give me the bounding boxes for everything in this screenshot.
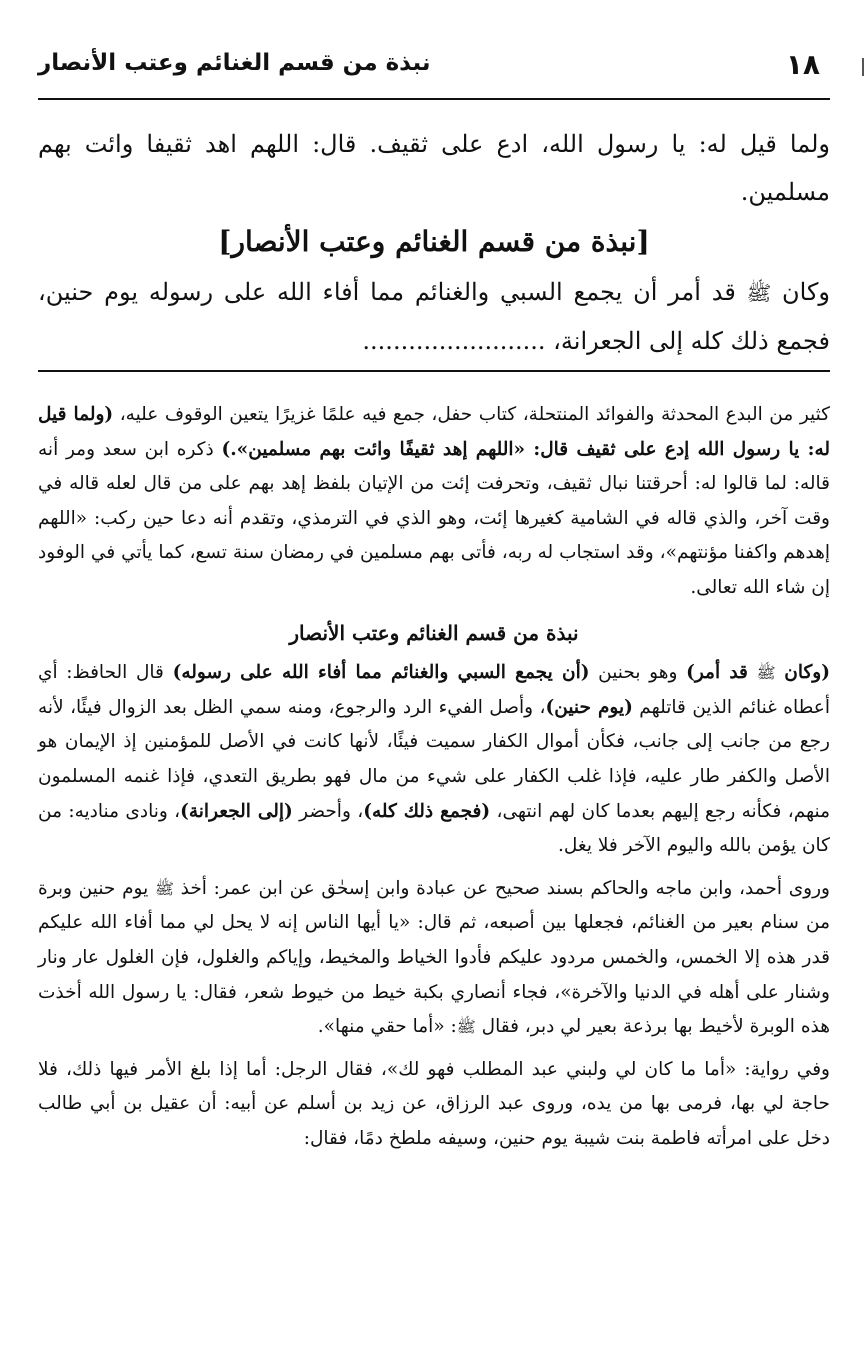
commentary-text-run: كثير من البدع المحدثة والفوائد المنتحلة، كتاب حفل، جمع فيه علمًا غزيرًا يتعين الوقوف عليه،	[113, 404, 830, 425]
main-paragraph-2	[38, 268, 830, 365]
salawat-glyph: ﷺ	[746, 281, 772, 305]
salawat-glyph: ﷺ	[456, 1017, 476, 1037]
commentary-quote: (أن يجمع السبي والغنائم مما أفاء الله على رسوله)	[172, 662, 590, 684]
commentary-text-run: قال الحافظ: أي أعطاه غنائم الذين قاتلهم	[38, 662, 830, 718]
commentary-quote: قد أمر)	[686, 662, 748, 684]
page-header	[38, 40, 830, 90]
commentary-text-run: ، وأحضر	[292, 800, 364, 822]
commentary-text-run: يوم حنين وبرة من سنام بعير من الغنائم، فجعلها بين أصبعه، ثم قال: «يا أيها الناس إنه لا يحل لي مما أفاء الله عليكم قدر هذه إلا الخمس، والخمس مردود عليكم فأدوا الخياط والمخيط، وإياكم والغلول، فإن الغلول عار ونار وشنار على أهله في الدنيا والآخرة»، فجاء أنصاري بكبة خيط من خيوط شعر، فقال: يا رسول الله أخذت هذه الوبرة لأخيط بها برذعة بعير لي دبر، فقال	[38, 877, 830, 1038]
commentary-text-run: ، وأصل الفيء الرد والرجوع، ومنه سمي الظل بعد الزوال فيئًا، لأنه رجع من جانب إلى جانب، فكأن أموال الكفار سميت فيئًا، لأنها كانت في الأصل للمؤمنين إذ الإيمان هو الأصل والكفر طار عليه، فإذا غلب الكفار على شيء من مال فهو بطريق التعدي، فإذا غنمه المسلمون منهم، فكأنه رجع إليهم بعدما كان لهم انتهى،	[38, 696, 831, 822]
commentary-rule	[38, 370, 830, 372]
commentary-quote: (فجمع ذلك كله)	[363, 800, 491, 822]
page-number: ١٨	[785, 48, 820, 81]
running-title: نبذة من قسم الغنائم وعتب الأنصار	[38, 50, 431, 76]
header-rule	[38, 98, 830, 100]
commentary-quote: (وكان	[784, 662, 830, 684]
commentary-quote: (يوم حنين)	[545, 696, 633, 718]
commentary-text-run: ، ونادى مناديه: من كان يؤمن بالله واليوم الآخر فلا يغل.	[38, 800, 830, 857]
main-text	[38, 120, 830, 365]
main-section-heading: [نبذة من قسم الغنائم وعتب الأنصار]	[218, 225, 650, 258]
commentary-text-run: : «أما حقي منها».	[317, 1016, 457, 1038]
main-para2-dots: ........................	[362, 327, 546, 355]
commentary-text-run: وهو بحنين	[589, 662, 687, 684]
commentary-paragraph-1	[38, 398, 830, 606]
commentary-paragraph-4: وفي رواية: «أما ما كان لي ولبني عبد المطلب فهو لك»، فقال الرجل: أما إذا بلغ الأمر فيها ذلك، فلا حاجة لي بها، فرمى بها من يده، وروى عبد الرزاق، عن زيد بن أسلم عن أبيه: أن عقيل بن أبي طالب دخل على امرأته فاطمة بنت شيبة يوم حنين، وسيفه ملطخ دمًا، فقال:	[38, 1058, 830, 1149]
commentary-quote: (إلى الجعرانة)	[180, 800, 293, 822]
commentary-text-run: وروى أحمد، وابن ماجه والحاكم بسند صحيح عن عبادة وابن إسحٰق عن ابن عمر: أخذ	[180, 877, 830, 899]
commentary-quote: (ولما قيل له: يا رسول الله إدع على ثقيف قال: «اللهم إهد ثقيفًا وائت بهم مسلمين».)	[38, 404, 830, 460]
commentary-text	[38, 398, 830, 1156]
salawat-glyph: ﷺ	[756, 663, 776, 683]
edge-mark	[862, 58, 864, 76]
commentary-paragraph-2	[38, 656, 830, 864]
main-para2-rest: قد أمر أن يجمع السبي والغنائم مما أفاء الله على رسوله يوم حنين، فجمع ذلك كله إلى الجعرانة،	[38, 278, 830, 355]
main-paragraph-1: ولما قيل له: يا رسول الله، ادع على ثقيف. قال: اللهم اهد ثقيفا وائت بهم مسلمين.	[38, 130, 830, 206]
commentary-text-run: ذكره ابن سعد ومر أنه قاله: لما قالوا له: أحرقتنا نبال ثقيف، وتحرفت إئت من الإتيان بلفظ إهد بهم على من قال لعله قاله في وقت آخر، والذي قاله في الشامية كغيرها إئت، وهو الذي في الترمذي، وتقدم أنه دعا حين ركب: «اللهم إهدهم واكفنا مؤنتهم»، وقد استجاب له ربه، فأتى بهم مسلمين في رمضان سنة تسع، كما يأتي في الوفود إن شاء الله تعالى.	[38, 438, 830, 598]
salawat-glyph: ﷺ	[154, 878, 174, 898]
commentary-paragraph-3	[38, 872, 830, 1045]
main-para2-start: وكان	[782, 278, 830, 306]
commentary-section-heading: نبذة من قسم الغنائم وعتب الأنصار	[289, 620, 579, 645]
